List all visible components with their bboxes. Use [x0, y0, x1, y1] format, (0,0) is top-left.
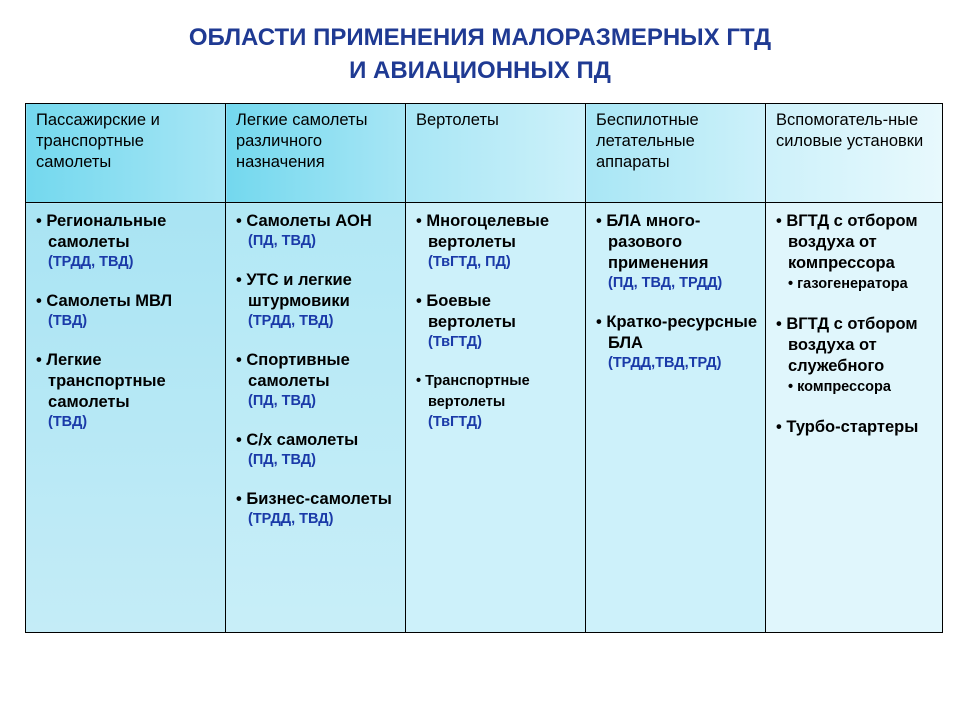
- item-text: • Спортивные самолеты: [236, 350, 399, 392]
- item-engine-types: (ТвГТД): [428, 334, 482, 350]
- list-item: [416, 371, 579, 432]
- body-cell-passenger: [26, 203, 226, 633]
- list-item: [236, 489, 399, 529]
- item-text: • Самолеты АОН: [236, 211, 399, 232]
- item-text: • Самолеты МВЛ: [36, 291, 219, 312]
- header-cell-apu: Вспомогатель-ные силовые установки: [766, 104, 943, 203]
- item-text: • Многоцелевые вертолеты: [416, 211, 579, 253]
- body-cell-light-aircraft: [226, 203, 406, 633]
- item-engine-types: (ПД, ТВД): [248, 393, 316, 409]
- item-text: • Боевые вертолеты: [416, 291, 579, 333]
- header-cell-helicopters: Вертолеты: [406, 104, 586, 203]
- list-item: [776, 314, 936, 398]
- body-cell-uav: [586, 203, 766, 633]
- item-engine-types: (ПД, ТВД, ТРДД): [608, 275, 723, 291]
- list-item: [416, 211, 579, 272]
- item-text: • Бизнес-самолеты: [236, 489, 399, 510]
- list-item: [236, 430, 399, 470]
- list-item: [236, 211, 399, 251]
- item-text: • С/х самолеты: [236, 430, 399, 451]
- list-item: [776, 211, 936, 295]
- item-engine-types: (ТВД): [48, 313, 88, 329]
- item-engine-types: (ТРДД, ТВД): [248, 511, 334, 527]
- slide-title-line2: И АВИАЦИОННЫХ ПД: [349, 57, 611, 84]
- list-item: [596, 211, 759, 293]
- item-engine-types: (ТвГТД): [428, 414, 482, 430]
- list-item: [236, 270, 399, 331]
- header-cell-passenger: Пассажирские и транспортные самолеты: [26, 104, 226, 203]
- item-engine-types: (ТРДД, ТВД): [48, 254, 134, 270]
- item-engine-types: (ТвГТД, ПД): [428, 254, 511, 270]
- list-item: [36, 350, 219, 432]
- item-engine-types: (ТРДД, ТВД): [248, 313, 334, 329]
- table-body-row: [26, 203, 943, 633]
- table-header-row: [26, 104, 943, 203]
- list-item: [596, 312, 759, 373]
- slide-title-line1: ОБЛАСТИ ПРИМЕНЕНИЯ МАЛОРАЗМЕРНЫХ ГТД: [188, 24, 772, 51]
- item-text: • ВГТД с отбором воздуха от компрессора: [776, 211, 936, 274]
- body-cell-apu: [766, 203, 943, 633]
- applications-table: [25, 103, 943, 633]
- item-text-tail: • газогенератора: [776, 274, 936, 295]
- list-item: [236, 350, 399, 411]
- list-item: [36, 211, 219, 272]
- header-cell-light-aircraft: Легкие самолеты различного назначения: [226, 104, 406, 203]
- list-item: [776, 417, 936, 438]
- item-text: • ВГТД с отбором воздуха от служебного: [776, 314, 936, 377]
- item-engine-types: (ТРДД,ТВД,ТРД): [608, 355, 722, 371]
- item-text: • БЛА много-разового применения: [596, 211, 759, 274]
- header-cell-uav: Беспилотные летательные аппараты: [586, 104, 766, 203]
- item-text-tail: • компрессора: [776, 377, 936, 398]
- list-item: [416, 291, 579, 352]
- item-text: • Региональные самолеты: [36, 211, 219, 253]
- list-item: [36, 291, 219, 331]
- body-cell-helicopters: [406, 203, 586, 633]
- item-text: • Турбо-стартеры: [776, 417, 936, 438]
- item-text: • Легкие транспортные самолеты: [36, 350, 219, 413]
- item-text: • Кратко-ресурсные БЛА: [596, 312, 759, 354]
- item-text: • Транспортные вертолеты: [416, 371, 579, 413]
- item-engine-types: (ПД, ТВД): [248, 452, 316, 468]
- item-engine-types: (ПД, ТВД): [248, 233, 316, 249]
- item-text: • УТС и легкие штурмовики: [236, 270, 399, 312]
- item-engine-types: (ТВД): [48, 414, 88, 430]
